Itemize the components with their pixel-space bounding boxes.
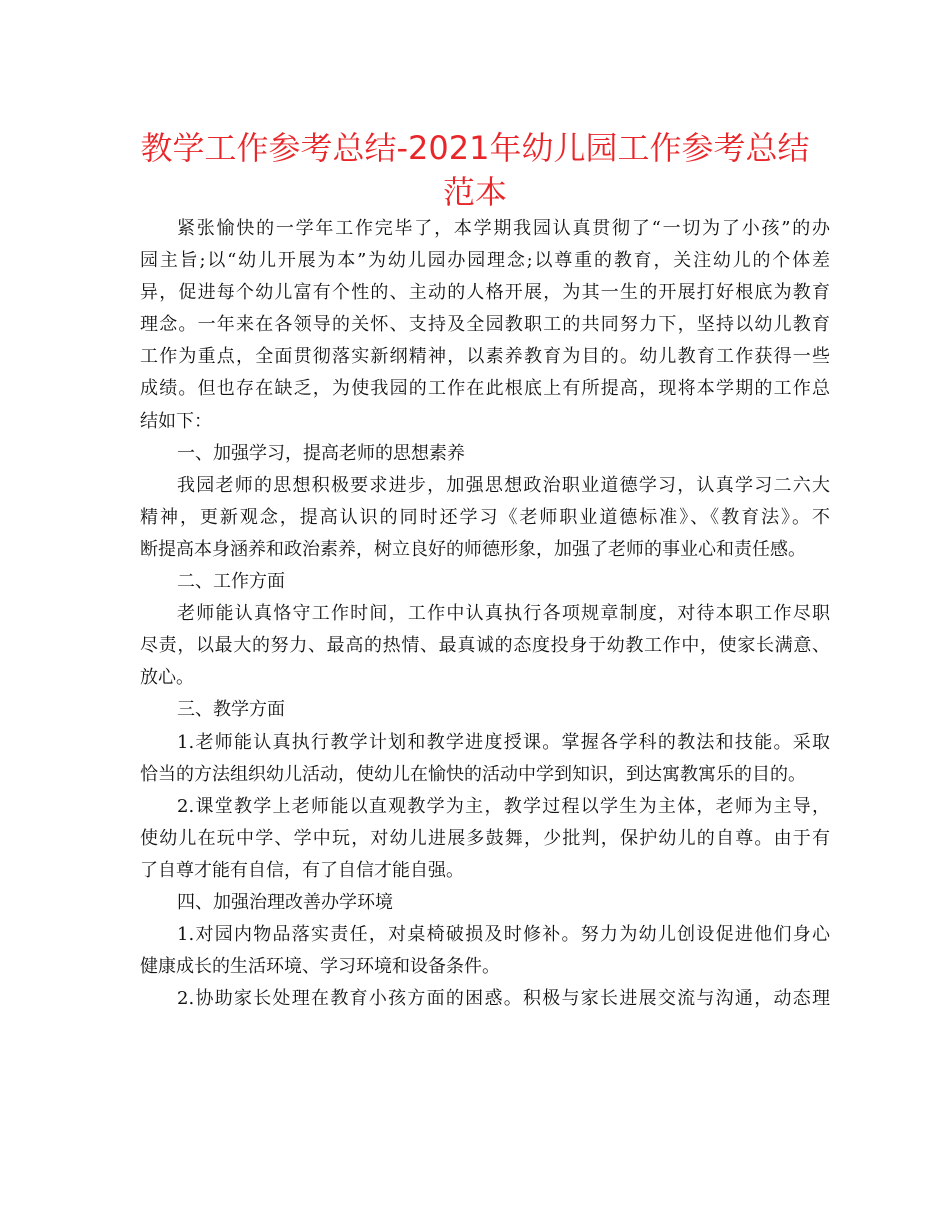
body-line: 精神，更新观念，提高认识的同时还学习《老师职业道德标准》、《教育法》。不 [140, 506, 830, 528]
body-line: 恰当的方法组织幼儿活动，使幼儿在愉快的活动中学到知识，到达寓教寓乐的目的。 [140, 763, 806, 785]
body-line: 1.对园内物品落实责任，对桌椅破损及时修补。努力为幼儿创设促进他们身心 [177, 924, 830, 946]
body-line: 四、加强治理改善办学环境 [177, 891, 393, 913]
body-line: 我园老师的思想积极要求进步，加强思想政治职业道德学习，认真学习二六大 [177, 474, 830, 496]
document-title-line1: 教学工作参考总结-2021年幼儿园工作参考总结 [140, 129, 810, 167]
body-line: 理念。一年来在各领导的关怀、支持及全园教职工的共同努力下，坚持以幼儿教育 [140, 314, 830, 336]
document-body [140, 213, 830, 1015]
body-line: 二、工作方面 [177, 571, 285, 593]
body-line: 一、加强学习，提高老师的思想素养 [177, 442, 465, 464]
document-title-line2: 范本 [442, 173, 507, 211]
body-line: 断提高本身涵养和政治素养，树立良好的师德形象，加强了老师的事业心和责任感。 [140, 538, 806, 560]
body-line: 了自尊才能有自信，有了自信才能自强。 [140, 859, 464, 881]
body-line: 成绩。但也存在缺乏，为使我园的工作在此根底上有所提高，现将本学期的工作总 [140, 378, 830, 400]
body-line: 紧张愉快的一学年工作完毕了，本学期我园认真贯彻了“一切为了小孩”的办 [177, 218, 830, 239]
body-line: 尽责，以最大的努力、最高的热情、最真诚的态度投身于幼教工作中，使家长满意、 [140, 635, 830, 657]
body-line: 1.老师能认真执行教学计划和教学进度授课。掌握各学科的教法和技能。采取 [177, 731, 830, 753]
body-line: 2.协助家长处理在教育小孩方面的困惑。积极与家长进展交流与沟通，动态理 [177, 988, 830, 1010]
body-line: 异，促进每个幼儿富有个性的、主动的人格开展，为其一生的开展打好根底为教育 [140, 282, 830, 304]
body-line: 结如下： [140, 410, 212, 432]
body-line: 放心。 [140, 667, 194, 689]
body-line: 工作为重点，全面贯彻落实新纲精神，以素养教育为目的。幼儿教育工作获得一些 [140, 346, 830, 368]
body-line: 三、教学方面 [177, 699, 285, 721]
body-line: 健康成长的生活环境、学习环境和设备条件。 [140, 956, 500, 978]
body-line: 园主旨;以“幼儿开展为本”为幼儿园办园理念;以尊重的教育，关注幼儿的个体差 [140, 250, 830, 272]
body-line: 使幼儿在玩中学、学中玩，对幼儿进展多鼓舞，少批判，保护幼儿的自尊。由于有 [140, 827, 830, 849]
body-line: 老师能认真恪守工作时间，工作中认真执行各项规章制度，对待本职工作尽职 [177, 603, 830, 625]
body-line: 2.课堂教学上老师能以直观教学为主，教学过程以学生为主体，老师为主导， [177, 795, 830, 817]
